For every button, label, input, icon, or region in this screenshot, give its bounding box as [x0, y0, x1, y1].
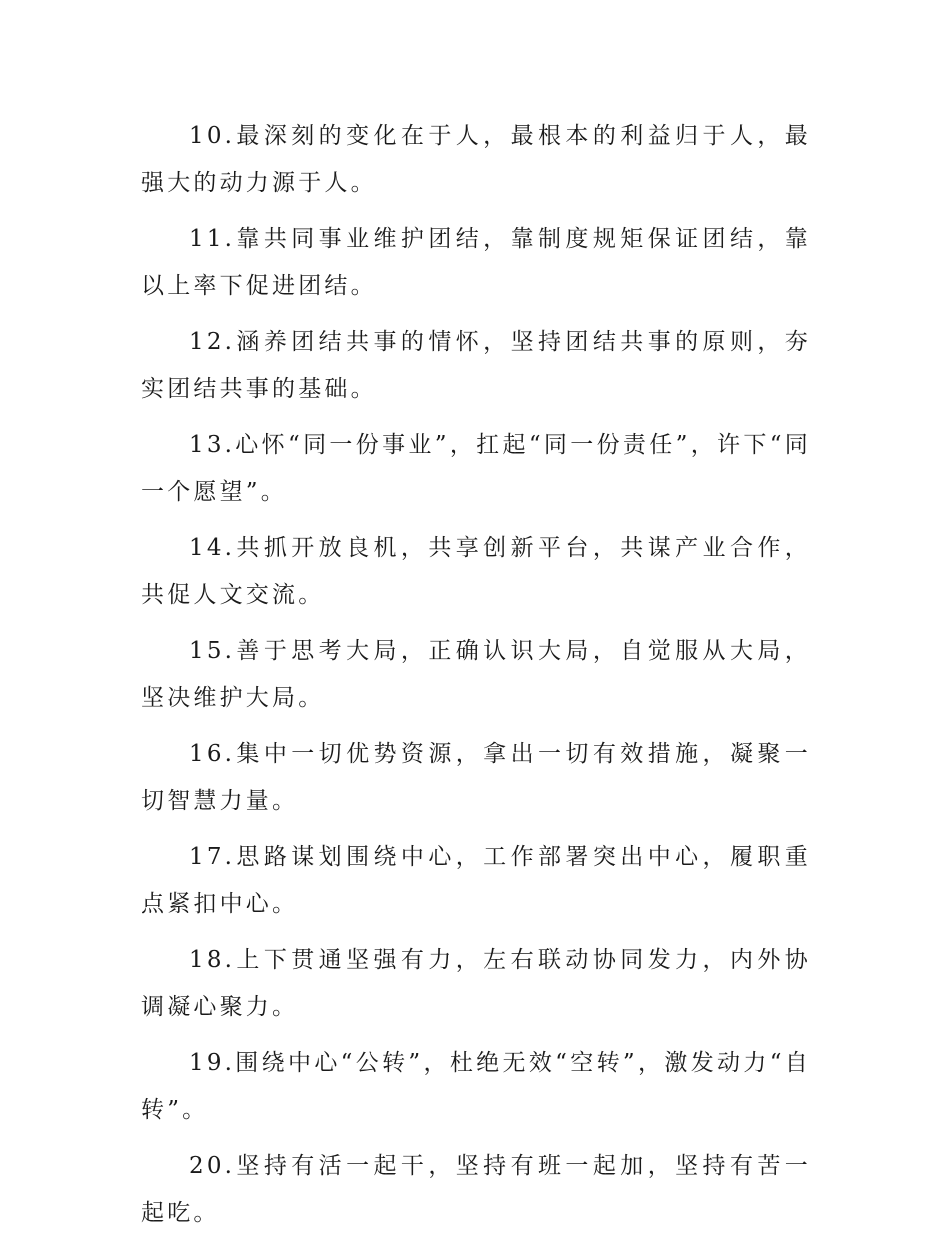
- paragraph-13: 13.心怀“同一份事业”，扛起“同一份责任”，许下“同一个愿望”。: [141, 432, 811, 505]
- paragraph-18: 18.上下贯通坚强有力，左右联动协同发力，内外协调凝心聚力。: [141, 947, 811, 1020]
- paragraph-17: 17.思路谋划围绕中心，工作部署突出中心，履职重点紧扣中心。: [141, 844, 811, 917]
- paragraph-16: 16.集中一切优势资源，拿出一切有效措施，凝聚一切智慧力量。: [141, 741, 811, 814]
- paragraph-11: 11.靠共同事业维护团结，靠制度规矩保证团结，靠以上率下促进团结。: [141, 226, 811, 299]
- paragraph-20: 20.坚持有活一起干，坚持有班一起加，坚持有苦一起吃。: [141, 1153, 811, 1226]
- paragraph-15: 15.善于思考大局，正确认识大局，自觉服从大局，坚决维护大局。: [141, 638, 811, 711]
- paragraph-10: 10.最深刻的变化在于人，最根本的利益归于人，最强大的动力源于人。: [141, 123, 811, 196]
- paragraph-12: 12.涵养团结共事的情怀，坚持团结共事的原则，夯实团结共事的基础。: [141, 329, 811, 402]
- paragraph-19: 19.围绕中心“公转”，杜绝无效“空转”，激发动力“自转”。: [141, 1050, 811, 1123]
- document-body: [141, 113, 811, 1246]
- paragraph-14: 14.共抓开放良机，共享创新平台，共谋产业合作，共促人文交流。: [141, 535, 811, 608]
